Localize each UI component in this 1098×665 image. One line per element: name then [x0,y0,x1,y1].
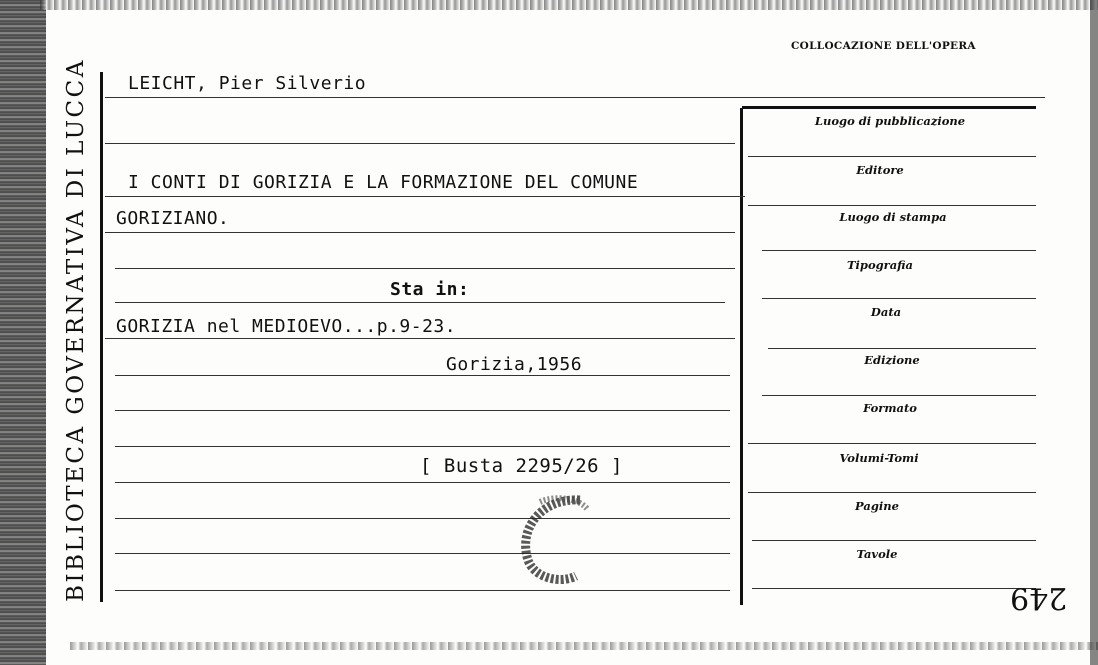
card-right-edge [1090,0,1098,665]
rule-line [768,348,1036,349]
title-line-2: GORIZIANO. [116,208,230,229]
rule-line [105,143,735,144]
rule-line [752,540,1036,541]
field-volumi-tomi: Volumi-Tomi [839,451,919,465]
rule-line [105,338,735,339]
rule-line [115,553,730,554]
field-pagine: Pagine [855,499,899,513]
rule-line [105,97,1045,98]
busta: [ Busta 2295/26 ] [420,455,623,477]
rule-line [762,250,1036,251]
left-margin-line [100,72,103,602]
rule-line [115,375,730,376]
rule-line [115,590,730,591]
collocazione-top-rule [742,106,1036,109]
rule-line [762,298,1036,299]
estratto-label: Sta in: [390,279,470,300]
rule-line [105,196,745,197]
field-editore: Editore [856,163,904,177]
title-line-1: I CONTI DI GORIZIA E LA FORMAZIONE DEL COMUNE [128,172,639,193]
rule-line [115,482,730,483]
rule-line [762,395,1036,396]
ink-stamp [510,490,600,590]
rule-line [748,205,1036,206]
collocazione-divider [740,108,743,605]
rule-line [115,518,730,519]
rule-line [115,410,730,411]
rule-line [115,302,725,303]
rule-line [752,588,1036,589]
card-top-edge [40,0,1098,10]
rule-line [748,156,1036,157]
rule-line [115,268,735,269]
field-formato: Formato [863,401,917,415]
field-luogo-stampa: Luogo di stampa [839,210,947,224]
field-tavole: Tavole [856,547,898,561]
card-left-edge [0,0,46,665]
field-tipografia: Tipografia [846,258,913,272]
place-year: Gorizia,1956 [446,354,583,375]
library-name: BIBLIOTECA GOVERNATIVA DI LUCCA [63,58,89,602]
rule-line [105,232,735,233]
rule-line [115,446,730,447]
rule-line [748,443,1036,444]
rule-line [748,492,1036,493]
field-data: Data [870,305,902,319]
source: GORIZIA nel MEDIOEVO...p.9-23. [116,316,457,337]
field-edizione: Edizione [864,353,920,367]
card-bottom-edge [70,642,1098,650]
author: LEICHT, Pier Silverio [128,73,367,94]
handwritten-number: 249 [1010,580,1068,615]
field-luogo-pubblicazione: Luogo di pubblicazione [814,114,966,128]
collocazione-header: COLLOCAZIONE DELL'OPERA [791,40,976,52]
